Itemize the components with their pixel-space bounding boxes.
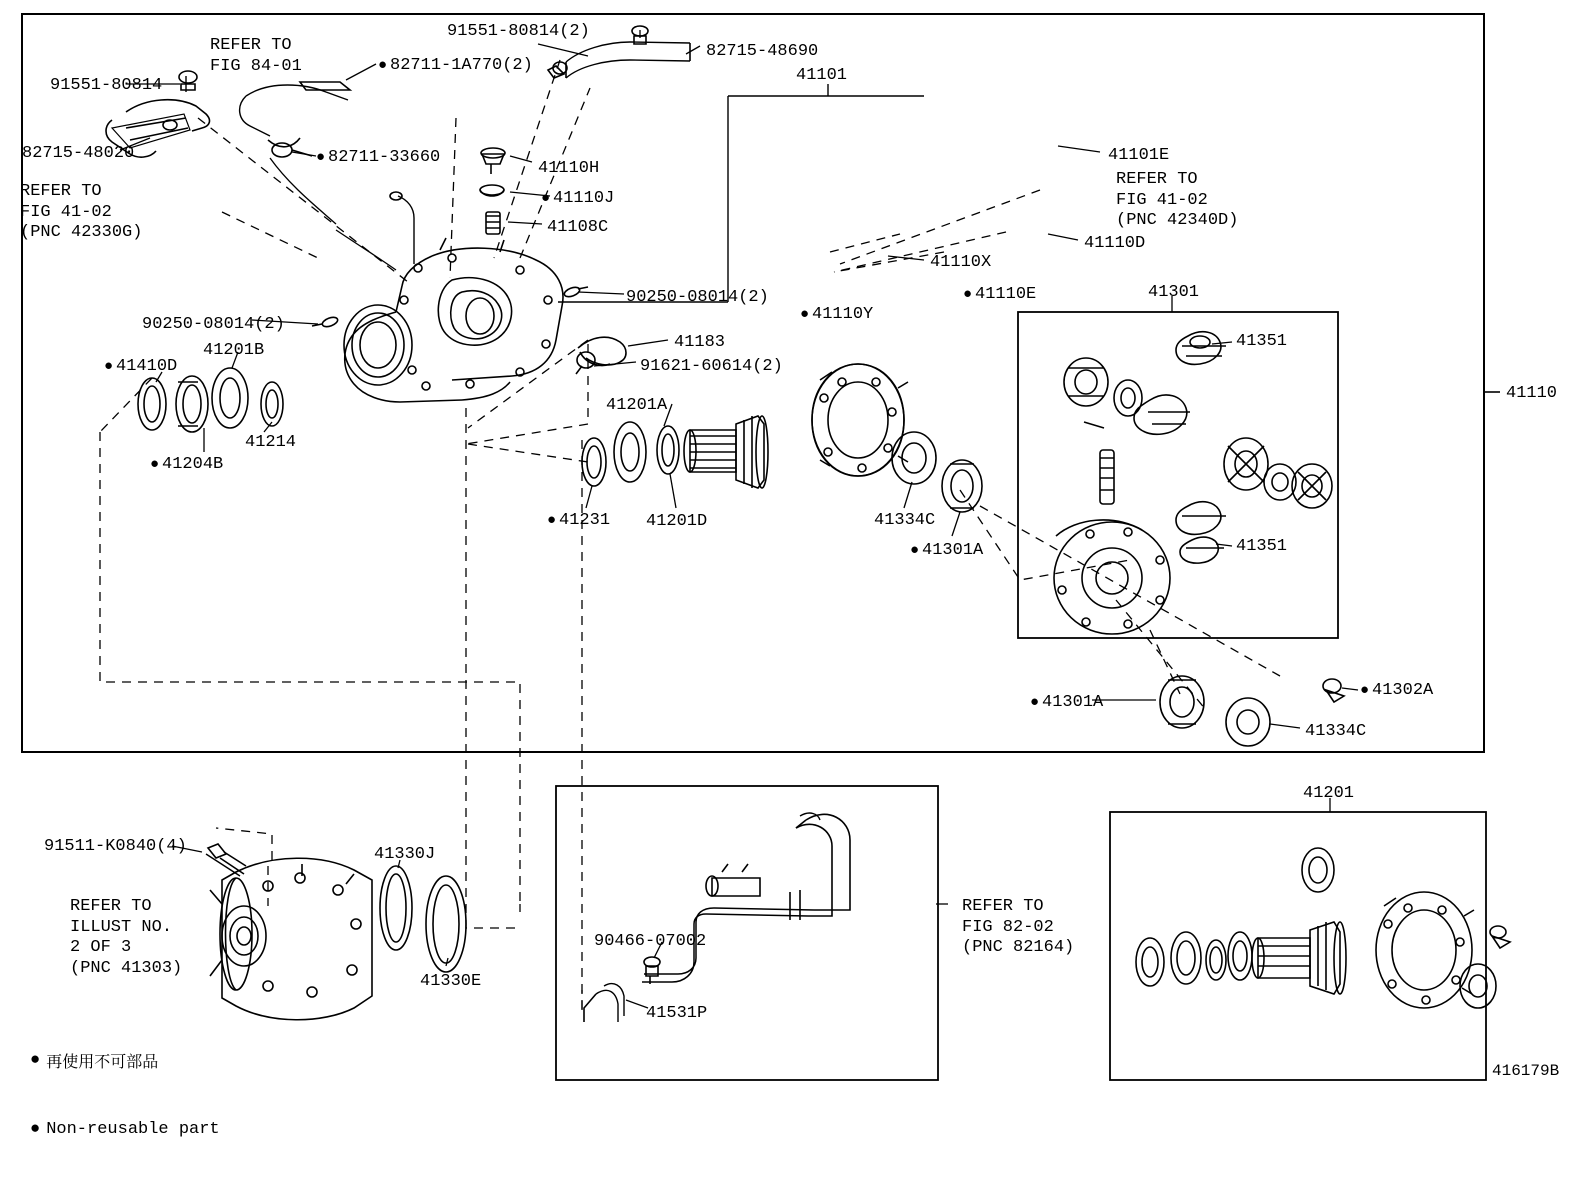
- callout-41351-top: 41351: [1236, 332, 1288, 351]
- refer-line: (PNC 42340D): [1116, 211, 1239, 231]
- callout-82715-48690: 82715-48690: [706, 42, 819, 61]
- callout-82711-33660: [316, 148, 440, 169]
- callout-41301a-top: [910, 541, 983, 562]
- callout-41531p: 41531P: [646, 1004, 708, 1023]
- callout-text: 41110E: [975, 285, 1037, 304]
- refer-line: REFER TO: [210, 36, 292, 55]
- callout-91551-80814-2: 91551-80814(2): [447, 22, 590, 41]
- callout-41110j: [541, 189, 614, 210]
- callout-91551-80814: 91551-80814: [50, 76, 163, 95]
- callout-41101e: 41101E: [1108, 146, 1170, 165]
- callout-91621-60614: 91621-60614(2): [640, 357, 783, 376]
- callout-41334c-bottom: 41334C: [1305, 722, 1367, 741]
- refer-line: ILLUST NO.: [70, 917, 173, 937]
- filled-circle-icon: ●: [30, 1051, 41, 1071]
- callout-text: 41301A: [1042, 693, 1104, 712]
- callout-41330e: 41330E: [420, 972, 482, 991]
- refer-note-42330g: [20, 182, 142, 244]
- refer-line: REFER TO: [962, 897, 1044, 916]
- legend-non-reusable: [30, 1010, 220, 1182]
- refer-line: REFER TO: [70, 897, 152, 916]
- callout-41410d: [104, 357, 177, 378]
- callout-90466-07002: 90466-07002: [594, 932, 707, 951]
- refer-line: REFER TO: [20, 182, 102, 201]
- callout-41204b: [150, 455, 223, 476]
- refer-note-42340d: [1116, 170, 1238, 232]
- refer-line: (PNC 82164): [962, 938, 1075, 958]
- callout-text: 41302A: [1372, 681, 1434, 700]
- legend-en-text: Non-reusable part: [46, 1119, 220, 1139]
- refer-line: 2 OF 3: [70, 938, 132, 958]
- callout-text: 41410D: [116, 357, 178, 376]
- callout-41110d: 41110D: [1084, 234, 1146, 253]
- callout-41201a: 41201A: [606, 396, 668, 415]
- callout-41201d: 41201D: [646, 512, 708, 531]
- callout-41110y: [800, 305, 873, 326]
- callout-41110-frame: 41110: [1506, 384, 1558, 403]
- figure-code: 416179B: [1492, 1062, 1560, 1080]
- callout-41201b: 41201B: [203, 341, 265, 360]
- callout-91511-k0840: 91511-K0840(4): [44, 837, 187, 856]
- callout-41302a: [1360, 681, 1433, 702]
- callout-90250-08014-b: 90250-08014(2): [142, 315, 285, 334]
- callout-text: 41110J: [553, 189, 615, 208]
- callout-text: 41204B: [162, 455, 224, 474]
- callout-82711-1a770-2: [378, 56, 533, 77]
- callout-text: 41231: [559, 511, 611, 530]
- refer-line: REFER TO: [1116, 170, 1198, 189]
- legend-jp-text: 再使用不可部品: [46, 1052, 159, 1072]
- callout-41301a-bottom: [1030, 693, 1103, 714]
- callout-41108c: 41108C: [547, 218, 609, 237]
- callout-41101: 41101: [796, 66, 848, 85]
- refer-line: FIG 41-02: [1116, 190, 1208, 210]
- refer-note-fig-84-01: [210, 36, 302, 77]
- callout-41351-bottom: 41351: [1236, 537, 1288, 556]
- callout-41183: 41183: [674, 333, 726, 352]
- refer-line: (PNC 42330G): [20, 223, 143, 243]
- callout-90250-08014-a: 90250-08014(2): [626, 288, 769, 307]
- filled-circle-icon: ●: [30, 1119, 41, 1139]
- callout-82715-48020: 82715-48020: [22, 144, 135, 163]
- callout-41231: [547, 511, 610, 532]
- callout-41214: 41214: [245, 433, 297, 452]
- refer-line: FIG 41-02: [20, 202, 112, 222]
- callout-text: 41301A: [922, 541, 984, 560]
- callout-41301-group: 41301: [1148, 283, 1200, 302]
- callout-text: 82711-33660: [328, 148, 441, 167]
- callout-41110e: [963, 285, 1036, 306]
- callout-41110x: 41110X: [930, 253, 992, 272]
- callout-text: 82711-1A770(2): [390, 56, 533, 75]
- callout-41330j: 41330J: [374, 845, 436, 864]
- refer-note-fig-82-02: [962, 897, 1074, 959]
- refer-line: (PNC 41303): [70, 959, 183, 979]
- callout-41201-group: 41201: [1303, 784, 1355, 803]
- refer-line: FIG 82-02: [962, 917, 1054, 937]
- callout-41110h: 41110H: [538, 159, 600, 178]
- refer-line: FIG 84-01: [210, 56, 302, 76]
- callout-41334c-top: 41334C: [874, 511, 936, 530]
- callout-text: 41110Y: [812, 305, 874, 324]
- refer-note-illust-2of3: [70, 897, 182, 980]
